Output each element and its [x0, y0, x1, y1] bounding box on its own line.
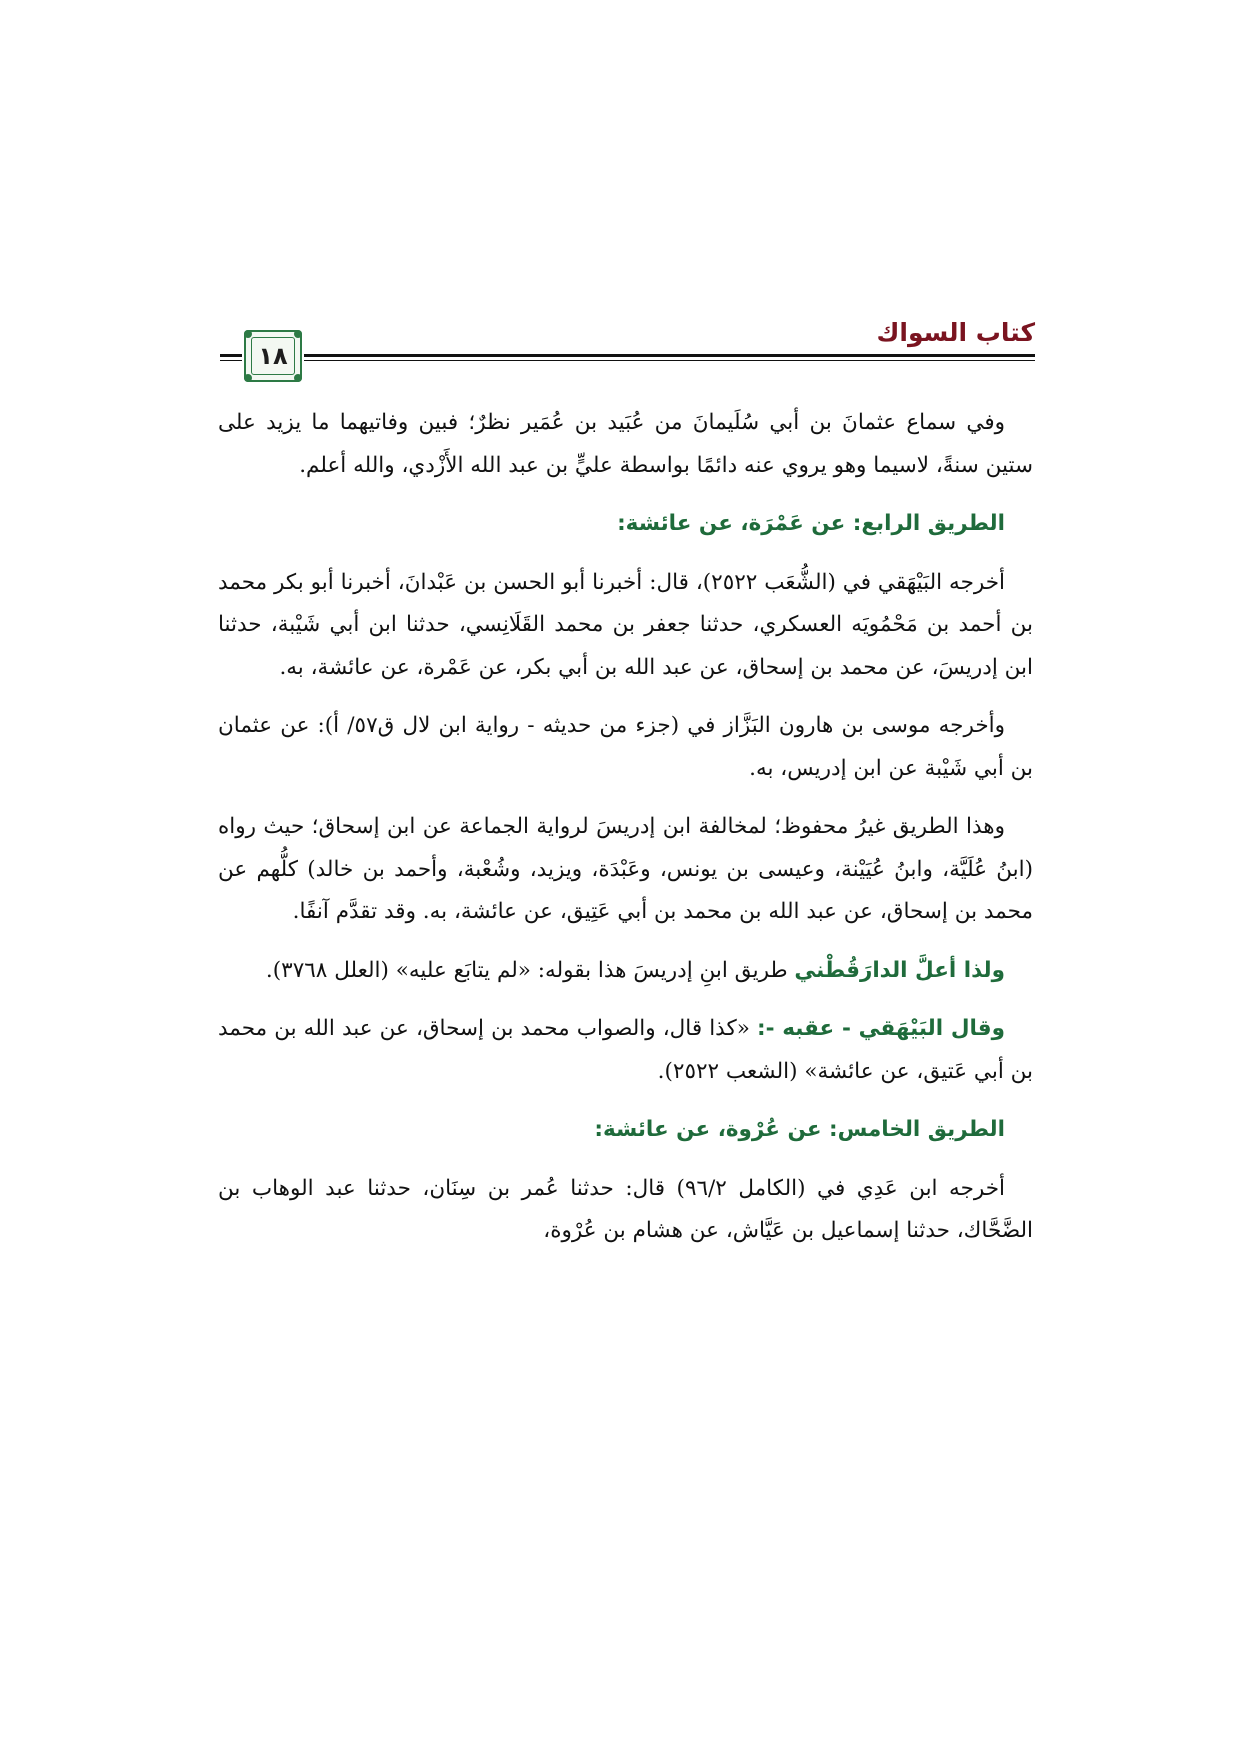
header-rule-left-thin: [220, 360, 242, 361]
paragraph: أخرجه ابن عَدِي في (الكامل ٩٦/٢) قال: حدثنا عُمر بن سِنَان، حدثنا عبد الوهاب بن الضَّحَّاك، حدثنا إسماعيل بن عَيَّاش، عن هشام بن عُرْوة،: [218, 1175, 1033, 1243]
header-rule: [304, 354, 1035, 357]
section-heading: الطريق الخامس: عن عُرْوة، عن عائشة:: [594, 1117, 1005, 1142]
page-body: [218, 402, 1033, 1269]
paragraph: [218, 1008, 1033, 1093]
ornament-icon: [294, 374, 302, 382]
paragraph: وفي سماع عثمانَ بن أبي سُلَيمانَ من عُبَيد بن عُمَير نظرٌ؛ فبين وفاتيهما ما يزيد على ستين سنةً، لاسيما وهو يروي عنه دائمًا بواسطة عليٍّ بن عبد الله الأَزْدي، والله أعلم.: [218, 410, 1033, 478]
paragraph-text: طريق ابنِ إدريسَ هذا بقوله: «لم يتابَع عليه» (العلل ٣٧٦٨).: [265, 957, 795, 983]
ornament-icon: [294, 330, 302, 338]
header-rule-left: [220, 354, 242, 357]
page-number: ١٨: [258, 342, 288, 370]
paragraph-text: «كذا قال، والصواب محمد بن إسحاق، عن عبد الله بن محمد بن أبي عَتيق، عن عائشة» (الشعب ٢٥٢٢).: [218, 1016, 1033, 1084]
paragraph-lead: ولذا أعلَّ الدارَقُطْني: [794, 957, 1005, 983]
page-number-badge: [244, 330, 302, 382]
paragraph: وأخرجه موسى بن هارون البَزَّاز في (جزء من حديثه - رواية ابن لال ق٥٧/ أ): عن عثمان بن أبي شَيْبة عن ابن إدريس، به.: [218, 713, 1033, 781]
book-title: كتاب السواك: [876, 318, 1035, 347]
ornament-icon: [244, 374, 252, 382]
paragraph: أخرجه البَيْهَقي في (الشُّعَب ٢٥٢٢)، قال: أخبرنا أبو الحسن بن عَبْدانَ، أخبرنا أبو بكر محمد بن أحمد بن مَحْمُويَه العسكري، حدثنا جعفر بن محمد القَلَانِسي، حدثنا ابن أبي شَيْبة، حدثنا ابن إدريسَ، عن محمد بن إسحاق، عن عبد الله بن أبي بكر، عن عَمْرة، عن عائشة، به.: [218, 569, 1033, 680]
ornament-icon: [244, 330, 252, 338]
section-heading: الطريق الرابع: عن عَمْرَة، عن عائشة:: [617, 511, 1005, 536]
header-rule-thin: [304, 360, 1035, 361]
paragraph: وهذا الطريق غيرُ محفوظ؛ لمخالفة ابن إدريسَ لرواية الجماعة عن ابن إسحاق؛ حيث رواه (ابنُ عُلَيَّة، وابنُ عُيَيْنة، وعيسى بن يونس، وعَبْدَة، ويزيد، وشُعْبة، وأحمد بن خالد) كلُّهم عن محمد بن إسحاق، عن عبد الله بن محمد بن أبي عَتِيق، عن عائشة، به. وقد تقدَّم آنفًا.: [218, 814, 1033, 924]
page-number-frame: [251, 337, 295, 375]
paragraph-lead: وقال البَيْهَقي - عقبه -:: [756, 1016, 1005, 1041]
paragraph: [218, 950, 1033, 993]
page-header: [220, 318, 1035, 392]
